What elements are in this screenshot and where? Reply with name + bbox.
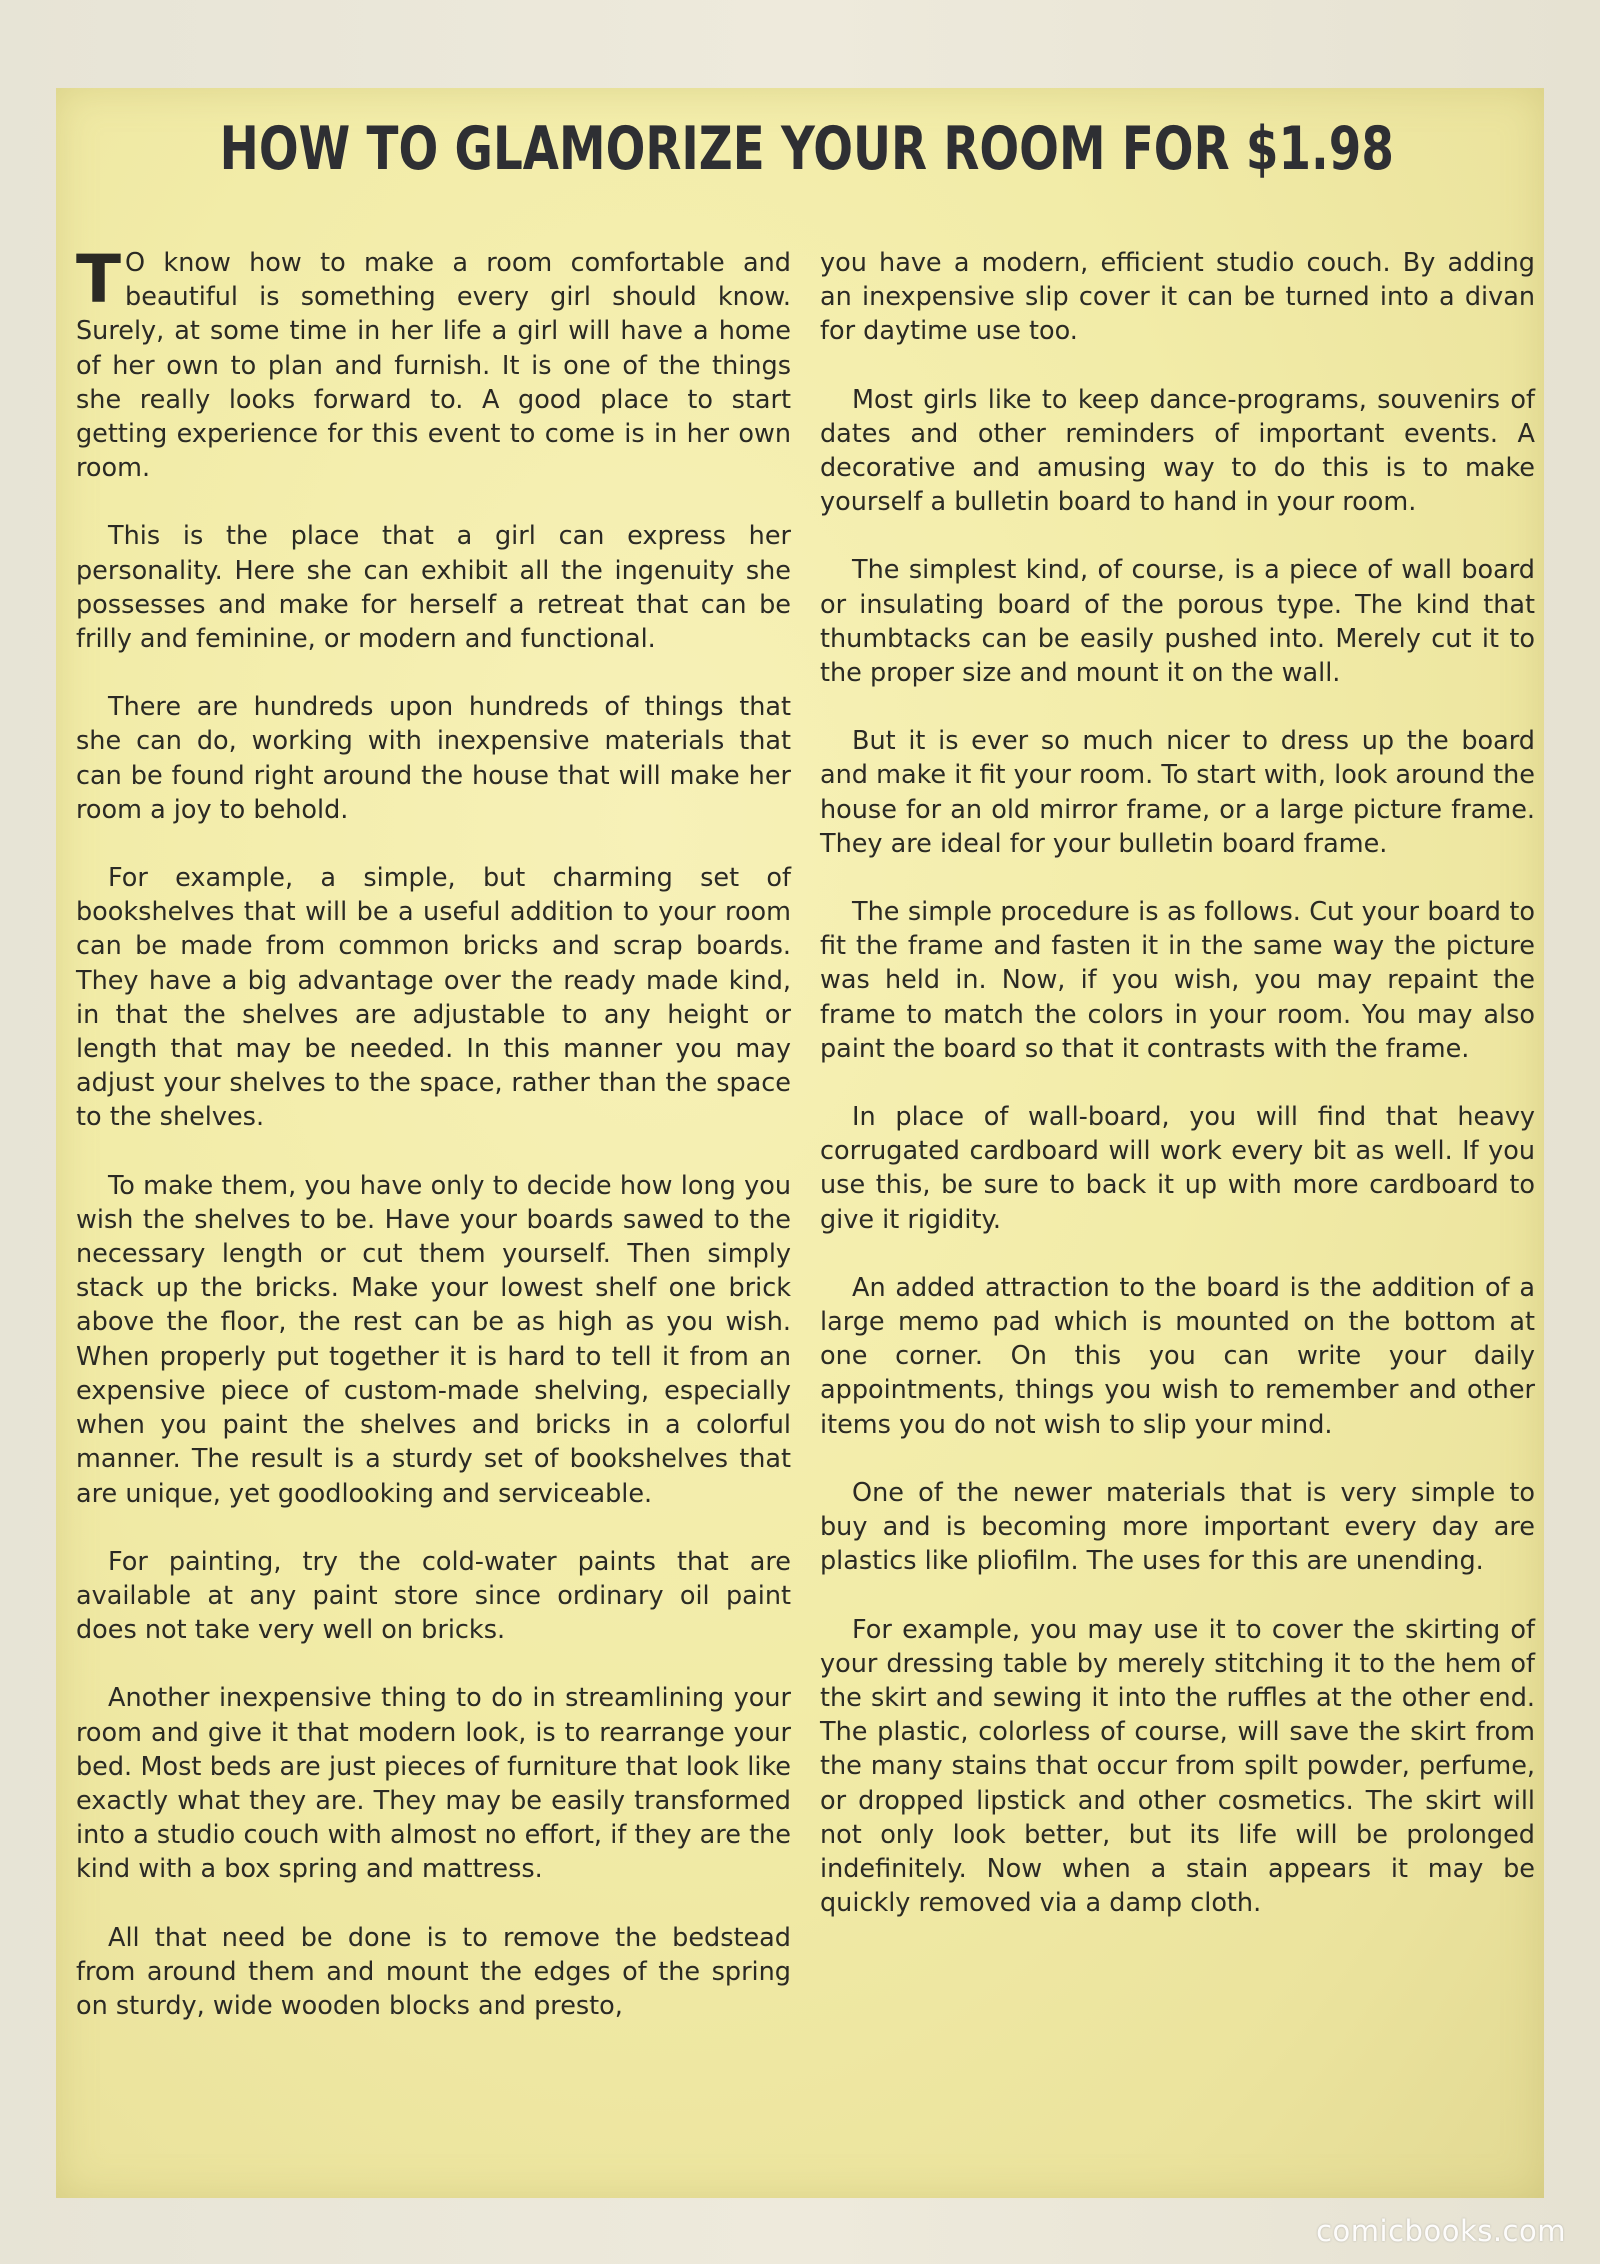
paragraph: The simplest kind, of course, is a piece of wall board or insulating board of the porous type. The kind that thumbtacks can be easily pushed into. Merely cut it to the proper size and mount it on the wall. — [820, 555, 1535, 689]
left-column — [76, 241, 791, 2057]
paragraph: To make them, you have only to decide how long you wish the shelves to be. Have your boards sawed to the necessary length or cut them yourself. Then simply stack up the bricks. Make your lowest shelf one brick above the floor, the rest can be as high as you wish. When properly put together it is hard to tell it from an expensive piece of custom-made shelving, especially when you paint the shelves and bricks in a colorful manner. The result is a sturdy set of bookshelves that are unique, yet goodlooking and serviceable. — [76, 1170, 791, 1509]
paragraph: This is the place that a girl can express her personality. Here she can exhibit all the ingenuity she possesses and make for herself a retreat that can be frilly and feminine, or modern and functional. — [76, 521, 791, 655]
paragraph: The simple procedure is as follows. Cut your board to fit the frame and fasten it in the same way the picture was held in. Now, if you wish, you may repaint the frame to match the colors in your room. You may also paint the board so that it contrasts with the frame. — [820, 897, 1535, 1064]
paragraph: For example, you may use it to cover the skirting of your dressing table by merely stitching it to the hem of the skirt and sewing it into the ruffles at the other end. The plastic, colorless of course, will save the skirt from the many stains that occur from spilt powder, perfume, or dropped lipstick and other cosmetics. The skirt will not only look better, but its life will be prolonged indefinitely. Now when a stain appears it may be quickly removed via a damp cloth. — [820, 1614, 1535, 1919]
paragraph: But it is ever so much nicer to dress up the board and make it fit your room. To start with, look around the house for an old mirror frame, or a large picture frame. They are ideal for your bulletin board frame. — [820, 726, 1535, 859]
paragraph — [76, 241, 791, 485]
article-title: HOW TO GLAMORIZE YOUR ROOM FOR $1.98 — [219, 114, 1394, 184]
paragraph: An added attraction to the board is the addition of a large memo pad which is mounted on the bottom at one corner. On this you can write your daily appointments, things you wish to remember and other items you do not wish to slip your mind. — [820, 1272, 1535, 1440]
paragraph: For painting, try the cold-water paints that are available at any paint store since ordinary oil paint does not take very well on bricks. — [76, 1546, 791, 1646]
paragraph: Another inexpensive thing to do in streamlining your room and give it that modern look, is to rearrange your bed. Most beds are just pieces of furniture that look like exactly what they are. They may be easily transformed into a studio couch with almost no effort, if they are the kind with a box spring and mattress. — [76, 1683, 791, 1885]
paragraph: For example, a simple, but charming set of bookshelves that will be a useful addition to your room can be made from common bricks and scrap boards. They have a big advantage over the ready made kind, in that the shelves are adjustable to any height or length that may be needed. In this manner you may adjust your shelves to the space, rather than the space to the shelves. — [76, 863, 791, 1133]
paragraph: you have a modern, efficient studio couch. By adding an inexpensive slip cover it can be turned into a divan for daytime use too. — [820, 248, 1535, 347]
paragraph: One of the newer materials that is very simple to buy and is becoming more important every day are plastics like pliofilm. The uses for this are unending. — [820, 1477, 1535, 1577]
paragraph: In place of wall-board, you will find that heavy corrugated cardboard will work every bit as well. If you use this, be sure to back it up with more cardboard to give it rigidity. — [820, 1102, 1535, 1235]
paragraph: There are hundreds upon hundreds of things that she can do, working with inexpensive materials that can be found right around the house that will make her room a joy to behold. — [76, 692, 791, 825]
paragraph: All that need be done is to remove the bedstead from around them and mount the edges of the spring on sturdy, wide wooden blocks and presto, — [76, 1922, 791, 2021]
paragraph: Most girls like to keep dance-programs, souvenirs of dates and other reminders of important events. A decorative and amusing way to do this is to make yourself a bulletin board to hand in your room. — [820, 384, 1535, 518]
watermark: comicbooks.com — [1316, 2214, 1566, 2248]
drop-cap: T — [76, 241, 122, 318]
right-column — [820, 246, 1535, 1954]
paragraph-text: O know how to make a room comfortable and beautiful is something every girl should know. Surely, at some time in her life a girl will have a home of her own to plan and furnish. It is one of the things she really looks forward to. A good place to start getting experience for this event to come is in her own room. — [76, 248, 791, 484]
article-page — [56, 88, 1544, 2198]
